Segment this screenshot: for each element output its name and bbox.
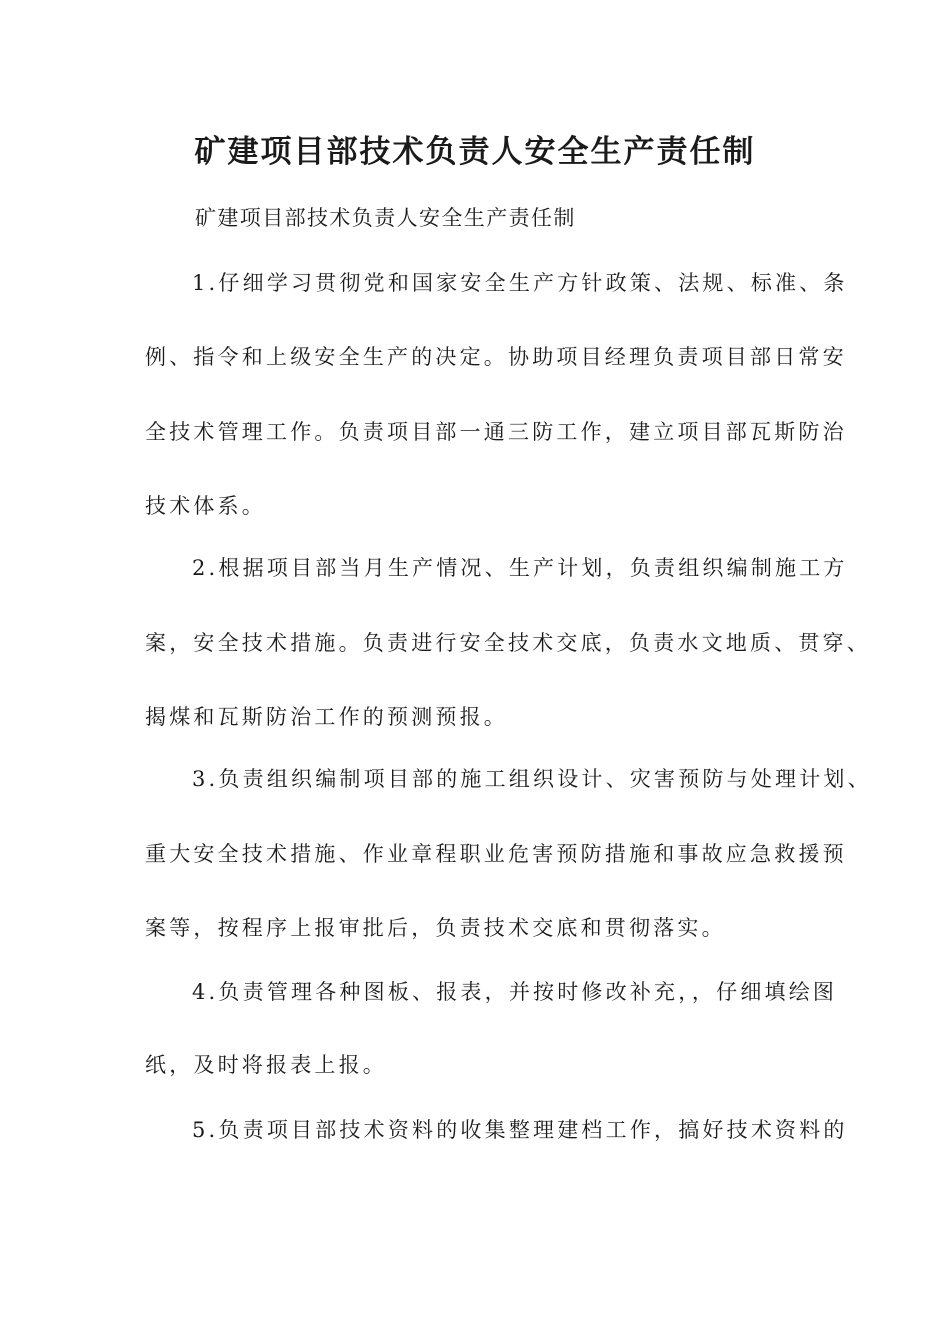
paragraph-line: 3.负责组织编制项目部的施工组织设计、灾害预防与处理计划、 (192, 767, 872, 791)
paragraph-line: 2.根据项目部当月生产情况、生产计划，负责组织编制施工方 (192, 556, 848, 580)
paragraph-line: 4.负责管理各种图板、报表，并按时修改补充，，仔细填绘图 (192, 980, 838, 1004)
paragraph-line: 例、指令和上级安全生产的决定。协助项目经理负责项目部日常安 (145, 345, 847, 369)
paragraph-line: 纸，及时将报表上报。 (145, 1053, 387, 1077)
paragraph-line: 揭煤和瓦斯防治工作的预测预报。 (145, 705, 508, 729)
paragraph-line: 案等，按程序上报审批后，负责技术交底和贯彻落实。 (145, 916, 726, 940)
paragraph-line: 1.仔细学习贯彻党和国家安全生产方针政策、法规、标准、条 (192, 271, 848, 295)
document-subtitle: 矿建项目部技术负责人安全生产责任制 (195, 206, 576, 230)
paragraph-line: 全技术管理工作。负责项目部一通三防工作，建立项目部瓦斯防治 (145, 420, 847, 444)
document-title: 矿建项目部技术负责人安全生产责任制 (194, 134, 756, 170)
paragraph-line: 案，安全技术措施。负责进行安全技术交底，负责水文地质、贯穿、 (145, 631, 871, 655)
paragraph-line: 重大安全技术措施、作业章程职业危害预防措施和事故应急救援预 (145, 842, 847, 866)
paragraph-line: 技术体系。 (145, 494, 266, 518)
paragraph-line: 5.负责项目部技术资料的收集整理建档工作，搞好技术资料的 (192, 1118, 848, 1142)
